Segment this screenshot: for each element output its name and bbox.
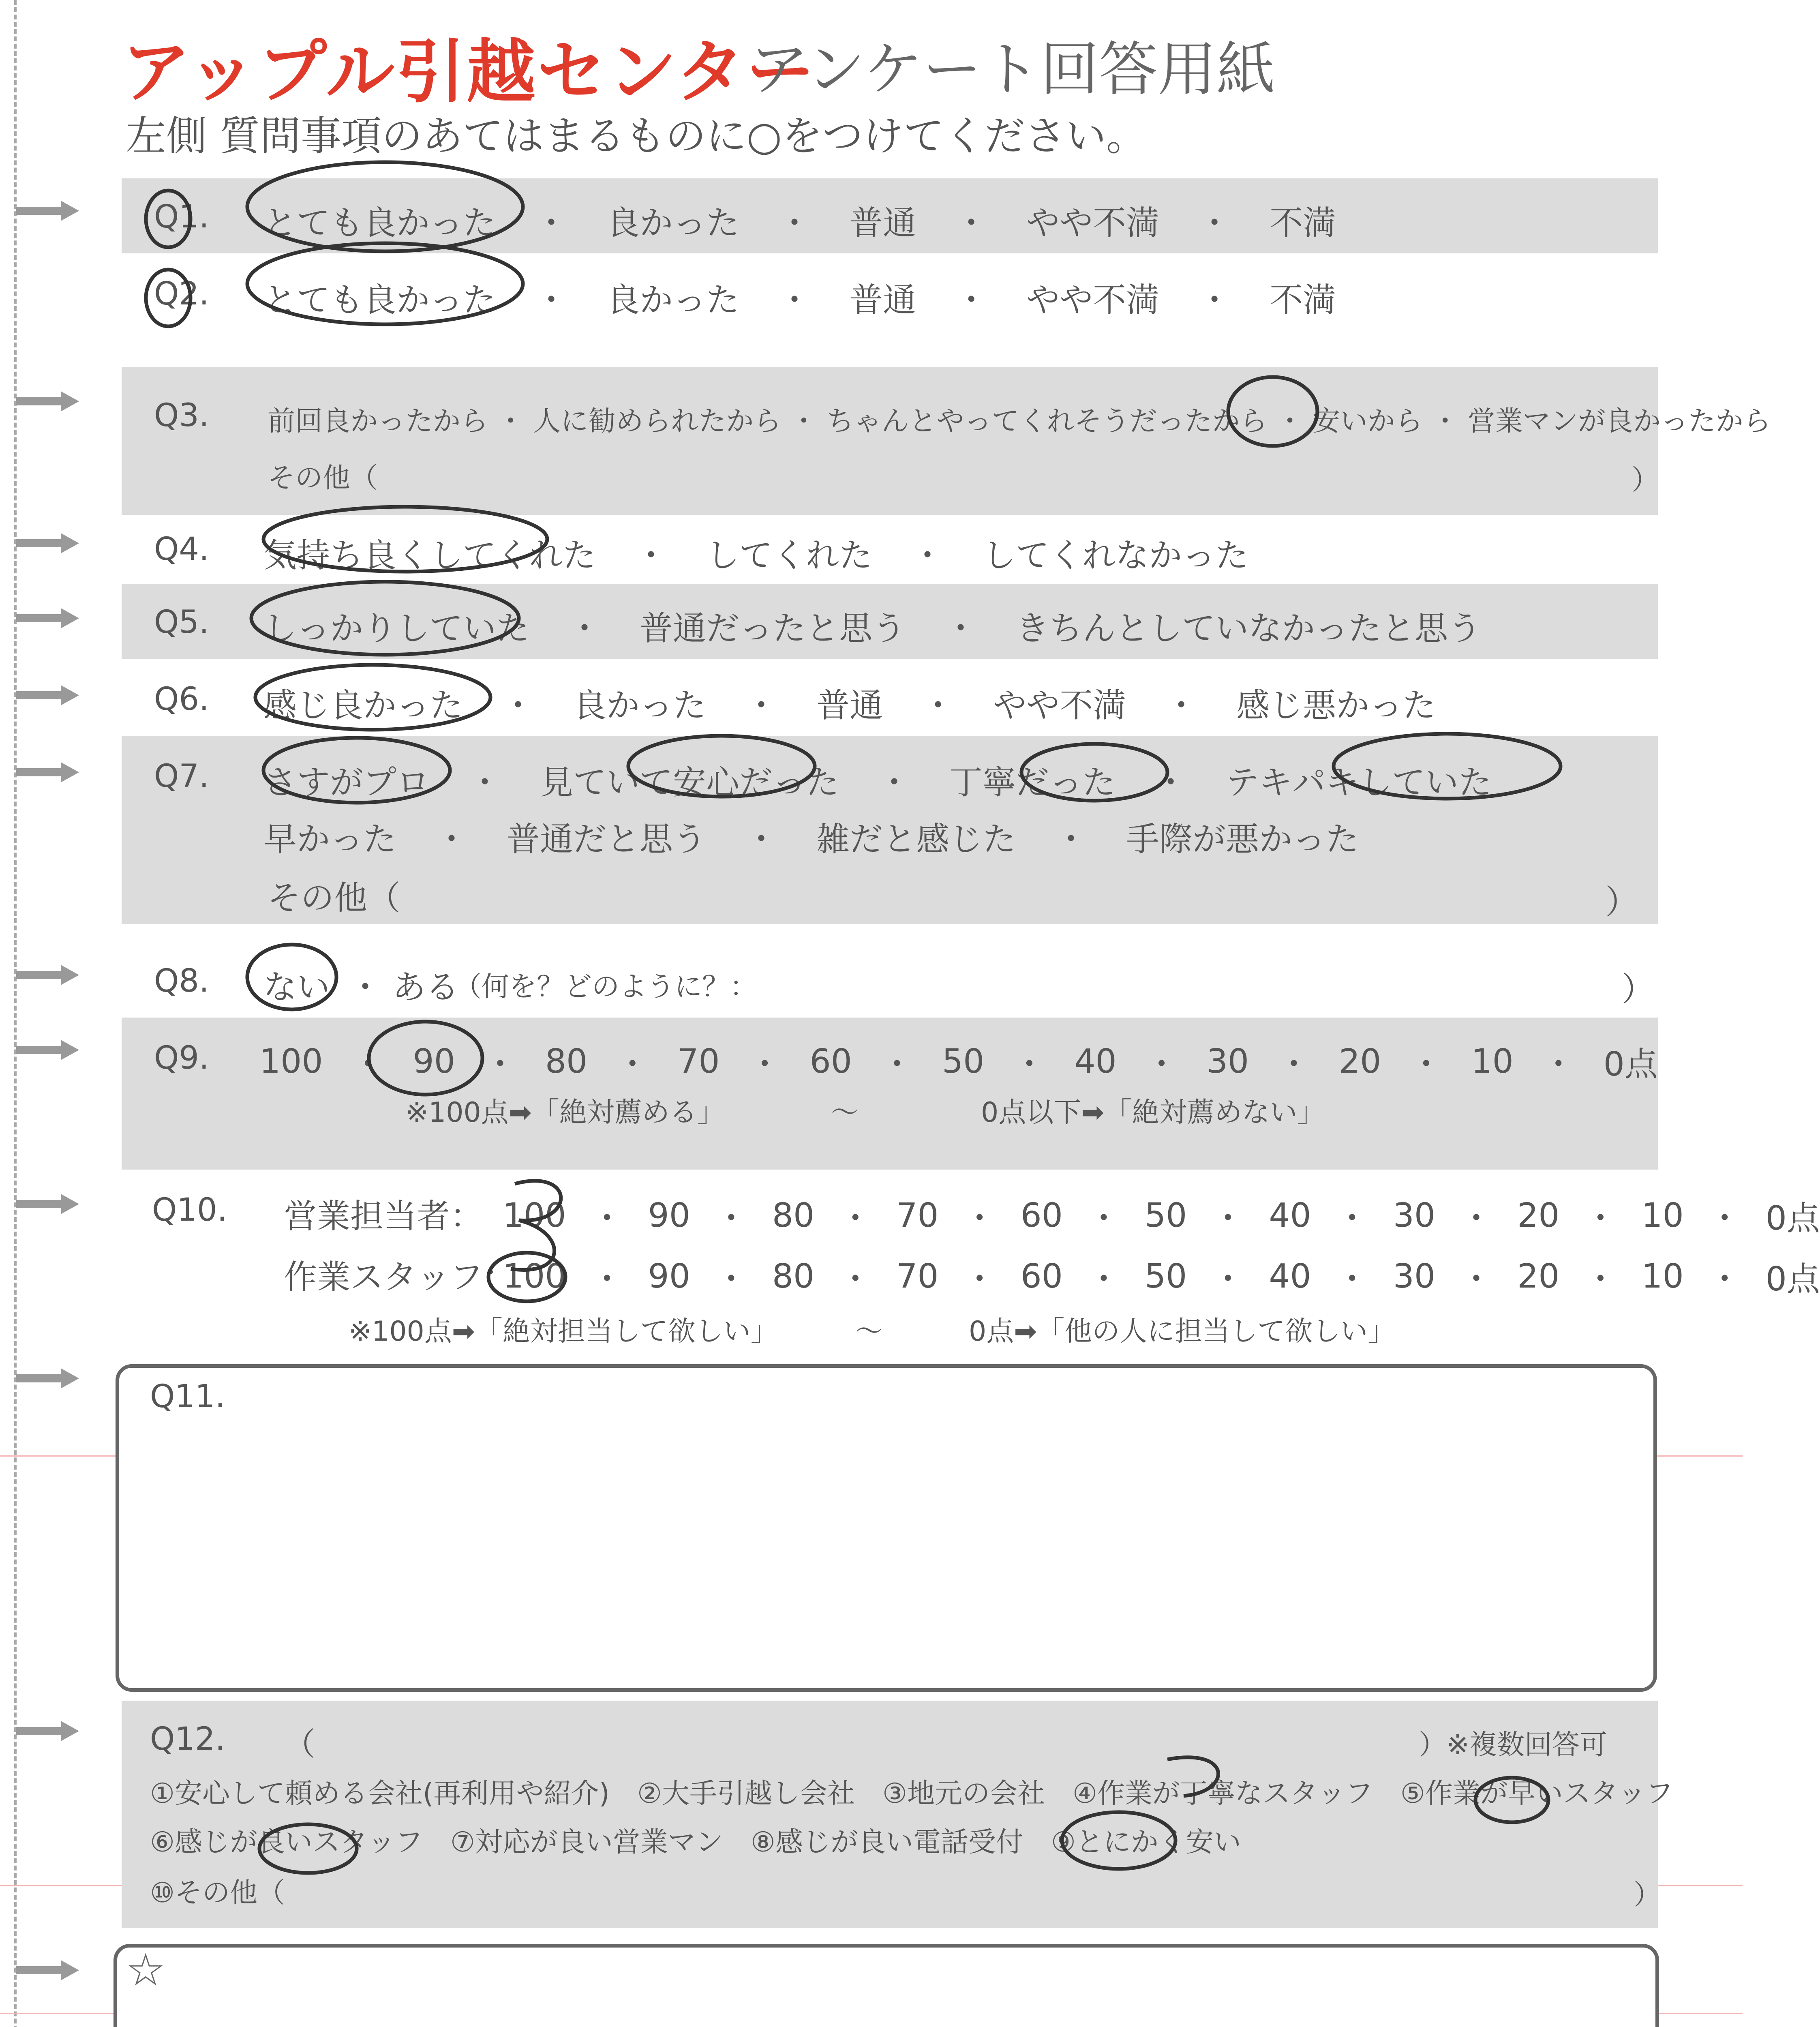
q7-option[interactable]: 手際が悪かった bbox=[1126, 820, 1359, 859]
q12-label: Q12. bbox=[150, 1721, 225, 1757]
q10-sales-scores: 100 ・ 90 ・ 80 ・ 70 ・ 60 ・ 50 ・ 40 ・ 30 ・ 20 ・ 10 ・ 0点 bbox=[503, 1192, 1820, 1239]
q6-option[interactable]: 感じ悪かった bbox=[1236, 686, 1436, 725]
q10-staff-score[interactable]: 50 bbox=[1144, 1257, 1187, 1296]
q3-options[interactable]: 前回良かったから ・ 人に勧められたから ・ ちゃんとやってくれそうだったから ・ 安いから ・ 営業マンが良かったから bbox=[268, 405, 1771, 437]
q9-scores: 100 ・ 90 ・ 80 ・ 70 ・ 60 ・ 50 ・ 40 ・ 30 ・ 20 ・ 10 ・ 0点 bbox=[259, 1038, 1658, 1085]
q10-note-left: ※100点➡「絶対担当して欲しい」 bbox=[349, 1316, 778, 1348]
q3-other: その他（ bbox=[268, 462, 378, 494]
q5-option[interactable]: 普通だったと思う bbox=[640, 609, 906, 648]
q8-option-aru[interactable]: ・ ある bbox=[349, 968, 459, 1007]
q7-option[interactable]: 早かった bbox=[263, 820, 397, 859]
q9-score[interactable]: 10 bbox=[1471, 1042, 1514, 1081]
q5-option[interactable]: しっかりしていた bbox=[263, 609, 530, 648]
q7-other: その他（ bbox=[268, 879, 401, 917]
company-title: アップル引越センター bbox=[122, 32, 817, 112]
q4-options: 気持ち良くしてくれた ・ してくれた ・ してくれなかった bbox=[263, 529, 1248, 576]
q6-options: 感じ良かった ・ 良かった ・ 普通 ・ やや不満 ・ 感じ悪かった bbox=[263, 679, 1436, 726]
comment-box[interactable] bbox=[113, 1944, 1659, 2027]
arrow-icon bbox=[0, 1719, 81, 1743]
q7-option[interactable]: テキパキしていた bbox=[1226, 763, 1492, 802]
arrow-icon bbox=[0, 1366, 81, 1391]
q8-note: （何を？どのように？： bbox=[454, 971, 758, 1003]
q10-sales-score[interactable]: 20 bbox=[1517, 1196, 1560, 1235]
q10-sales-score[interactable]: 0点 bbox=[1765, 1199, 1820, 1238]
q9-score[interactable]: 50 bbox=[942, 1042, 985, 1081]
q9-score[interactable]: 30 bbox=[1206, 1042, 1249, 1081]
q7-label: Q7. bbox=[154, 758, 209, 795]
q10-staff-scores: 100 ・ 90 ・ 80 ・ 70 ・ 60 ・ 50 ・ 40 ・ 30 ・ 20 ・ 10 ・ 0点 bbox=[503, 1253, 1820, 1300]
q10-sales-label: 営業担当者： bbox=[284, 1197, 484, 1236]
q7-option[interactable]: 見ていて安心だった bbox=[540, 763, 839, 802]
q10-staff-label: 作業スタッフ： bbox=[284, 1258, 517, 1296]
q1-option[interactable]: 普通 bbox=[850, 204, 916, 242]
q7-options-row2: 早かった ・ 普通だと思う ・ 雑だと感じた ・ 手際が悪かった bbox=[263, 813, 1359, 860]
q10-sales-score[interactable]: 90 bbox=[648, 1196, 690, 1235]
q5-label: Q5. bbox=[154, 604, 209, 641]
q6-option[interactable]: やや不満 bbox=[993, 686, 1126, 725]
q1-option[interactable]: やや不満 bbox=[1026, 204, 1160, 242]
q7-option[interactable]: さすがプロ bbox=[263, 763, 430, 802]
q9-score[interactable]: 70 bbox=[677, 1042, 720, 1081]
q6-option[interactable]: 普通 bbox=[816, 686, 883, 725]
q9-score[interactable]: 90 bbox=[413, 1042, 455, 1081]
q12-close: ） bbox=[1634, 1879, 1662, 1911]
q9-score[interactable]: 100 bbox=[259, 1042, 323, 1081]
q3-label: Q3. bbox=[154, 397, 209, 434]
q10-staff-score[interactable]: 60 bbox=[1020, 1257, 1063, 1296]
q10-staff-score[interactable]: 40 bbox=[1269, 1257, 1311, 1296]
q10-note-right: 0点➡「他の人に担当して欲しい」 bbox=[969, 1316, 1396, 1348]
arrow-icon bbox=[0, 1038, 81, 1062]
q10-sales-score[interactable]: 30 bbox=[1393, 1196, 1436, 1235]
q12-close-note: ）※複数回答可 bbox=[1419, 1729, 1607, 1761]
arrow-icon bbox=[0, 389, 81, 414]
q2-option[interactable]: やや不満 bbox=[1026, 281, 1160, 319]
q10-staff-score[interactable]: 10 bbox=[1641, 1257, 1684, 1296]
q6-label: Q6. bbox=[154, 681, 209, 718]
q4-option[interactable]: してくれた bbox=[706, 536, 873, 575]
q1-option[interactable]: 不満 bbox=[1270, 204, 1336, 242]
q4-option[interactable]: 気持ち良くしてくれた bbox=[263, 536, 596, 575]
q10-label: Q10. bbox=[152, 1192, 227, 1228]
q5-options: しっかりしていた ・ 普通だったと思う ・ きちんとしていなかったと思う bbox=[263, 602, 1481, 649]
q12-open: （ bbox=[284, 1726, 316, 1763]
q1-option[interactable]: 良かった bbox=[606, 204, 740, 242]
q10-tilde: ～ bbox=[855, 1316, 883, 1348]
q8-close: ） bbox=[1621, 970, 1655, 1009]
q2-option[interactable]: とても良かった bbox=[263, 281, 497, 319]
q10-staff-score[interactable]: 0点 bbox=[1765, 1260, 1820, 1298]
q10-sales-score[interactable]: 10 bbox=[1641, 1196, 1684, 1235]
q10-sales-score[interactable]: 50 bbox=[1144, 1196, 1187, 1235]
arrow-icon bbox=[0, 606, 81, 630]
q10-staff-score[interactable]: 70 bbox=[896, 1257, 939, 1296]
q1-options: とても良かった ・ 良かった ・ 普通 ・ やや不満 ・ 不満 bbox=[263, 197, 1336, 244]
q10-staff-score[interactable]: 90 bbox=[648, 1257, 690, 1296]
q10-staff-score[interactable]: 20 bbox=[1517, 1257, 1560, 1296]
arrow-icon bbox=[0, 963, 81, 987]
q9-note-right: 0点以下➡「絶対薦めない」 bbox=[981, 1097, 1325, 1129]
q11-answer-box[interactable] bbox=[116, 1364, 1657, 1692]
q8-option-nai[interactable]: ない bbox=[263, 968, 330, 1007]
q2-label: Q2. bbox=[154, 276, 209, 312]
q4-label: Q4. bbox=[154, 531, 209, 568]
q10-staff-score[interactable]: 80 bbox=[772, 1257, 815, 1296]
arrow-icon bbox=[0, 1192, 81, 1216]
q6-option[interactable]: 良かった bbox=[573, 686, 707, 725]
q7-option[interactable]: 雑だと感じた bbox=[816, 820, 1016, 859]
q10-sales-score[interactable]: 80 bbox=[772, 1196, 815, 1235]
q10-sales-score[interactable]: 100 bbox=[503, 1196, 566, 1235]
q12-options-line2[interactable]: ⑥感じが良いスタッフ ⑦対応が良い営業マン ⑧感じが良い電話受付 ⑨とにかく安い bbox=[150, 1826, 1241, 1858]
q6-option[interactable]: 感じ良かった bbox=[263, 686, 463, 725]
q5-option[interactable]: きちんとしていなかったと思う bbox=[1016, 609, 1482, 648]
q2-options: とても良かった ・ 良かった ・ 普通 ・ やや不満 ・ 不満 bbox=[263, 274, 1336, 321]
q9-label: Q9. bbox=[154, 1040, 209, 1076]
q10-sales-score[interactable]: 60 bbox=[1020, 1196, 1063, 1235]
q9-score[interactable]: 60 bbox=[809, 1042, 852, 1081]
q9-score[interactable]: 0点 bbox=[1603, 1045, 1658, 1084]
q12-options-line1[interactable]: ①安心して頼める会社(再利用や紹介) ②大手引越し会社 ③地元の会社 ④作業が丁寧なスタッフ ⑤作業が早いスタッフ bbox=[150, 1778, 1673, 1810]
q10-staff-score[interactable]: 100 bbox=[503, 1257, 566, 1296]
arrow-icon bbox=[0, 531, 81, 555]
q3-close: ） bbox=[1632, 464, 1659, 496]
q9-tilde: ～ bbox=[831, 1097, 859, 1129]
q1-option[interactable]: とても良かった bbox=[263, 204, 497, 242]
q7-close: ） bbox=[1605, 883, 1639, 921]
q4-option[interactable]: してくれなかった bbox=[983, 536, 1249, 575]
q9-note-left: ※100点➡「絶対薦める」 bbox=[405, 1097, 725, 1129]
q7-options-row1: さすがプロ ・ 見ていて安心だった ・ 丁寧だった ・ テキパキしていた bbox=[263, 756, 1492, 804]
q9-score[interactable]: 40 bbox=[1074, 1042, 1117, 1081]
arrow-icon bbox=[0, 760, 81, 784]
q11-label: Q11. bbox=[150, 1378, 225, 1415]
q2-option[interactable]: 普通 bbox=[850, 281, 916, 319]
q7-option[interactable]: 普通だと思う bbox=[507, 820, 707, 859]
star-icon: ☆ bbox=[126, 1944, 166, 1996]
q10-staff-score[interactable]: 30 bbox=[1393, 1257, 1436, 1296]
q7-option[interactable]: 丁寧だった bbox=[949, 763, 1116, 802]
arrow-icon bbox=[0, 1958, 81, 1982]
q12-other: ⑩その他（ bbox=[150, 1877, 285, 1909]
arrow-icon bbox=[0, 199, 81, 223]
q2-option[interactable]: 不満 bbox=[1270, 281, 1336, 319]
q1-label: Q1. bbox=[154, 199, 209, 235]
form-subtitle: アンケート回答用紙 bbox=[750, 35, 1276, 104]
arrow-icon bbox=[0, 683, 81, 707]
instruction-text: 左側 質問事項のあてはまるものに○をつけてください。 bbox=[126, 112, 1147, 160]
q9-score[interactable]: 80 bbox=[545, 1042, 588, 1081]
q8-label: Q8. bbox=[154, 963, 209, 999]
q10-sales-score[interactable]: 40 bbox=[1269, 1196, 1311, 1235]
q10-sales-score[interactable]: 70 bbox=[896, 1196, 939, 1235]
q2-option[interactable]: 良かった bbox=[606, 281, 740, 319]
q9-score[interactable]: 20 bbox=[1339, 1042, 1381, 1081]
